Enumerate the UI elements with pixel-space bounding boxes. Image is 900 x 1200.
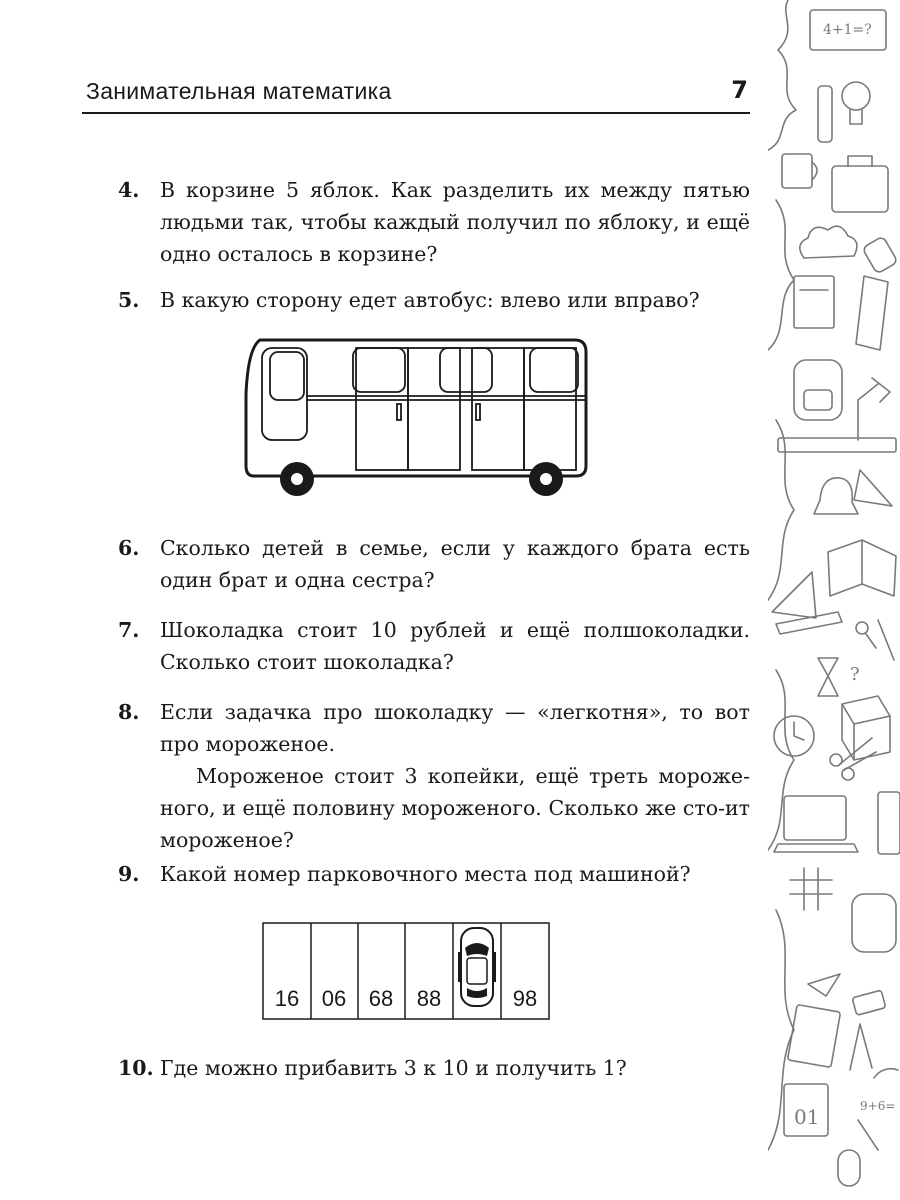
bus-window [530,348,578,392]
eraser-icon [862,236,898,274]
svg-text:?: ? [850,664,860,685]
parking-slot-label: 98 [512,986,538,1011]
ruler-icon [778,438,896,452]
problem-4 [118,174,750,270]
bus-window [440,348,492,392]
border-wave [768,910,794,1150]
parking-slot-label: 88 [416,986,442,1011]
page-number: 7 [731,76,748,104]
pin-icon [856,622,876,648]
problem-10 [118,1052,750,1084]
lightbulb-icon [842,82,870,124]
problem-5 [118,284,750,316]
problem-text: Какой номер парковочного места под машиной? [160,862,691,886]
bus-illustration [240,334,590,502]
parking-border [263,923,549,1019]
bus-wheel-rear [529,462,563,496]
cube-icon [842,696,890,760]
problem-text: Если задачка про шоколадку — «легкотня», то вот про мороженое. [160,700,750,756]
page-header [82,76,750,114]
clock-icon [774,716,814,756]
backpack-icon [794,360,842,420]
problem-text: В корзине 5 яблок. Как разделить их между пятью людьми так, чтобы каждый получил по яблоку, и ещё одно осталось в корзине? [160,178,750,266]
svg-text:4+1=?: 4+1=? [823,22,872,38]
bus-window-front-inner [270,352,304,400]
problem-number: 8. [118,700,140,724]
page-header-title: Занимательная математика [86,78,392,104]
svg-text:9+6=: 9+6= [860,1099,896,1113]
formula-icon [860,1099,895,1113]
problem-8 [118,696,750,856]
problem-7 [118,614,750,678]
bus-body [246,340,586,476]
mug-icon [782,154,817,188]
bus-window [353,348,405,392]
hourglass-icon [818,658,838,696]
parking-illustration [262,922,550,1020]
triangle-ruler-icon [854,470,892,506]
border-wave [768,670,794,850]
border-wave [768,420,794,600]
mouse-icon [838,1150,860,1186]
bus-wheel-front [280,462,314,496]
problem-6 [118,532,750,596]
compass-icon [850,1024,872,1070]
problem-number: 7. [118,618,140,642]
calculator-icon [878,792,900,854]
door-handle [397,404,401,420]
tic-tac-toe-icon [790,868,832,910]
laptop-icon [774,796,858,852]
problem-number: 4. [118,178,140,202]
school-doodles-border [768,0,900,1200]
blackboard-icon [810,10,886,50]
problem-text-paragraph: Мороженое стоит 3 копейки, ещё треть мороже-ного, и ещё половину мороженого. Сколько же сто-ит мороженое? [160,764,750,852]
border-wave [768,0,796,150]
parking-slot-label: 16 [274,986,300,1011]
pencil-icon [776,612,842,634]
briefcase-icon [832,156,888,212]
marker-icon [818,86,832,142]
protractor-icon [874,1069,898,1078]
border-wave [768,200,794,350]
bus-door-right [408,348,460,470]
problem-text: Сколько детей в семье, если у каждого брата есть один брат и одна сестра? [160,536,750,592]
scroll-icon [856,276,888,350]
pencil-icon [858,1120,878,1150]
problem-text: Где можно прибавить 3 к 10 и получить 1? [160,1056,627,1080]
parking-slot-label: 06 [321,986,347,1011]
open-book-icon [828,540,896,596]
calendar-icon [784,1084,828,1136]
car-icon [458,928,496,1006]
problem-number: 10. [118,1056,154,1080]
notebook-icon [787,1005,840,1068]
paper-plane-icon [808,974,840,996]
parking-slot-label: 68 [368,986,394,1011]
question-icon [850,664,860,685]
bus-door-right [524,348,576,470]
problem-number: 9. [118,862,140,886]
eraser-icon [852,990,886,1015]
problem-number: 6. [118,536,140,560]
svg-text:01: 01 [794,1105,820,1129]
pencil-icon [878,620,894,660]
bus-window-front [262,348,307,440]
problem-text: В какую сторону едет автобус: влево или вправо? [160,288,700,312]
problem-text: Шоколадка стоит 10 рублей и ещё полшоколадки. Сколько стоит шоколадка? [160,618,750,674]
door-handle [476,404,480,420]
bell-icon [814,478,858,514]
backpack-icon [852,894,896,952]
book-icon [794,276,834,328]
lamp-icon [858,378,890,440]
problem-9 [118,858,750,890]
problem-number: 5. [118,288,140,312]
cloud-icon [800,226,857,258]
